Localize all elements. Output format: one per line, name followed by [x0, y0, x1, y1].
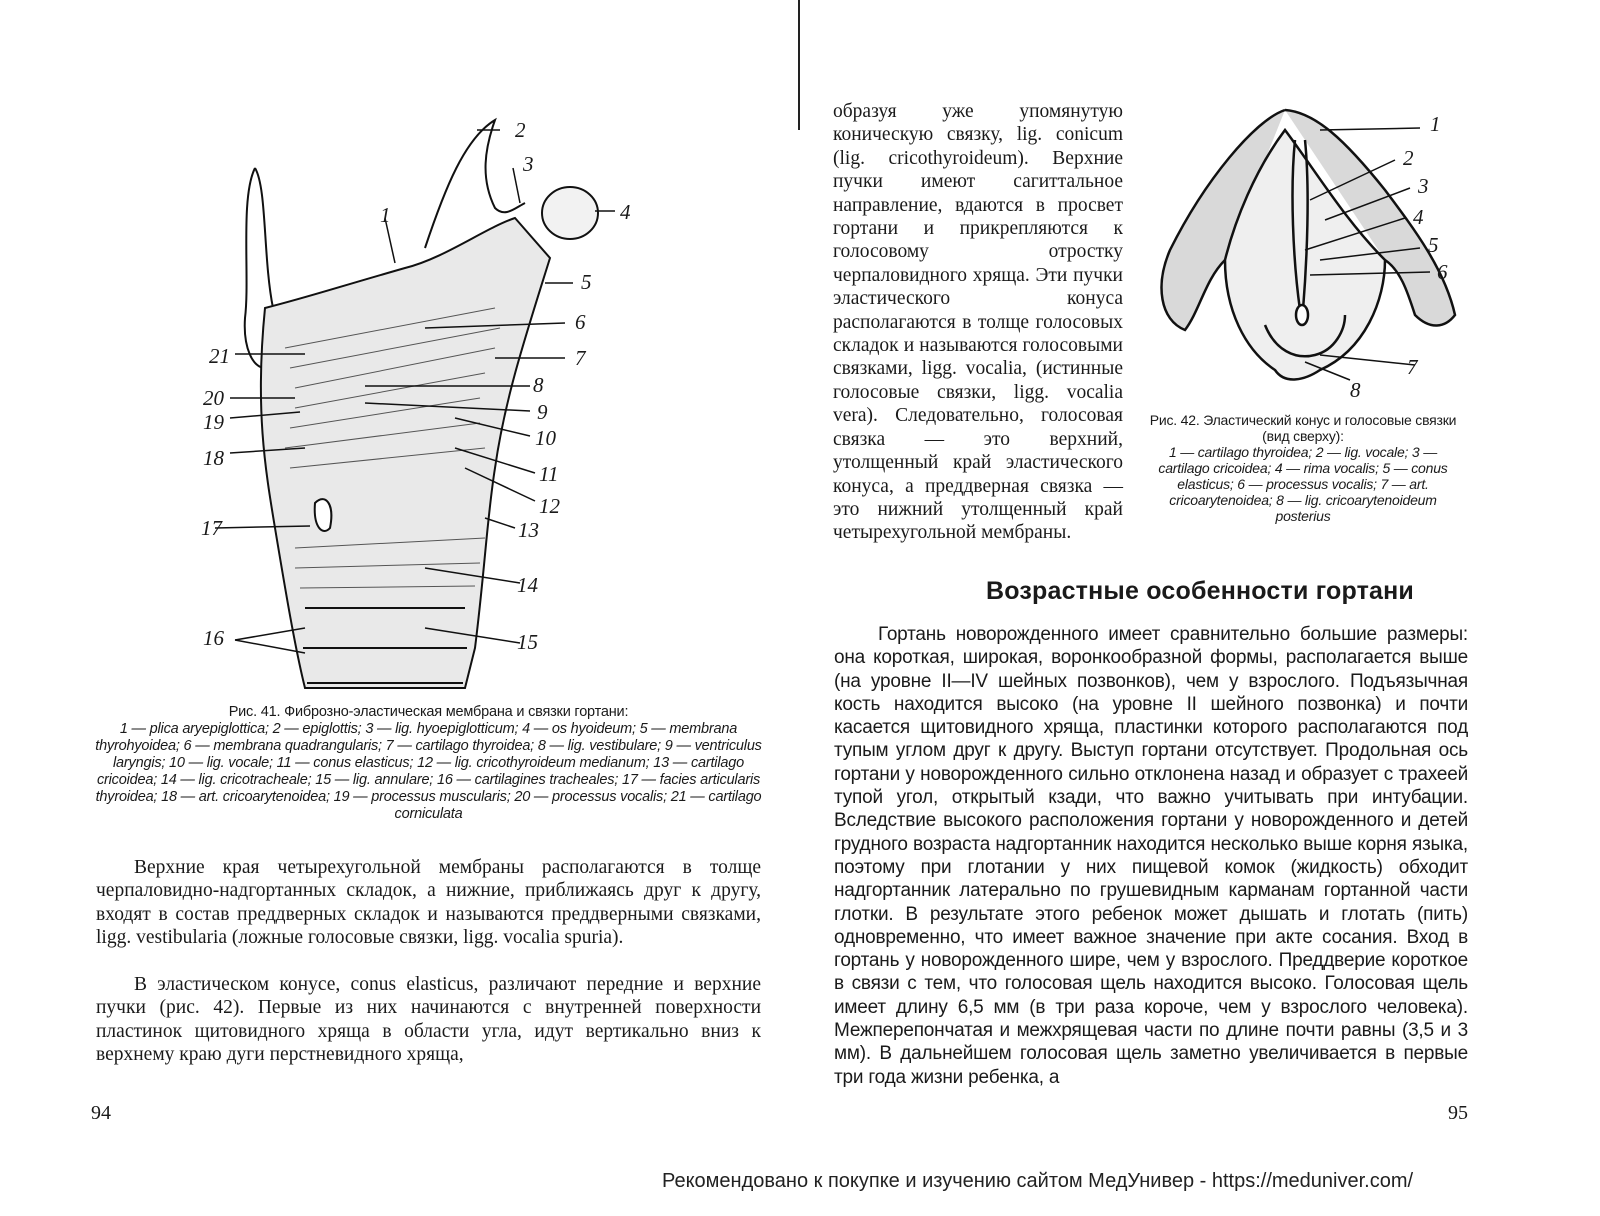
fig41-label-11: 11 — [539, 462, 559, 486]
section-heading: Возрастные особенности гортани — [985, 577, 1415, 605]
fig41-label-19: 19 — [203, 410, 224, 434]
figure-41-caption — [95, 704, 762, 823]
fig42-label-3: 3 — [1418, 174, 1429, 198]
elastic-cone-drawing — [1145, 100, 1475, 420]
figure-41-caption-title: Рис. 41. Фиброзно-эластическая мембрана и связки гортани: — [228, 704, 629, 720]
left-paragraph-2: В эластическом конусе, conus elasticus, различают передние и верхние пучки (рис. 42). Первые из них начинаются с внутренней поверхности пластинок щитовидного хряща в области угла, идут вертикально вниз к верхнему краю дуги перстневидного хряща, — [96, 974, 761, 1066]
fig41-label-16: 16 — [203, 626, 224, 650]
fig41-label-12: 12 — [539, 494, 560, 518]
figure-42-caption — [1148, 412, 1458, 524]
fig42-label-7: 7 — [1407, 355, 1418, 379]
fig41-label-21: 21 — [209, 344, 230, 368]
fig41-label-18: 18 — [203, 446, 224, 470]
fig41-label-6: 6 — [575, 310, 586, 334]
fig41-label-20: 20 — [203, 386, 224, 410]
fig41-label-2: 2 — [515, 118, 526, 142]
figure-41-larynx-illustration — [195, 108, 631, 708]
page-number-left: 94 — [91, 1102, 111, 1124]
figure-42-caption-title: Рис. 42. Эластический конус и голосовые связки (вид сверху): — [1149, 412, 1457, 444]
right-page — [800, 0, 1600, 1216]
fig41-label-5: 5 — [581, 270, 592, 294]
fig41-label-9: 9 — [537, 400, 548, 424]
fig41-label-7: 7 — [575, 346, 586, 370]
fig42-label-8: 8 — [1350, 378, 1361, 402]
fig41-label-8: 8 — [533, 373, 544, 397]
page-number-right: 95 — [1448, 1102, 1468, 1124]
figure-42-elastic-cone-illustration — [1145, 100, 1475, 420]
fig42-label-4: 4 — [1413, 205, 1424, 229]
fig42-label-2: 2 — [1403, 146, 1414, 170]
fig41-label-14: 14 — [517, 573, 538, 597]
fig41-label-17: 17 — [201, 516, 222, 540]
fig41-label-1: 1 — [380, 203, 391, 227]
fig42-label-6: 6 — [1437, 260, 1448, 284]
figure-42-caption-body: 1 — cartilago thyroidea; 2 — lig. vocale; 3 — cartilago cricoidea; 4 — rima vocalis; 5 — conus elasticus; 6 — processus vocalis; 7 — art. cricoarytenoidea; 8 — lig. cricoarytenoideum posterius — [1158, 444, 1448, 524]
fig41-label-10: 10 — [535, 426, 556, 450]
right-column-text: образуя уже упомянутую коническую связку, lig. conicum (lig. cricothyroideum). Верхние пучки имеют сагиттальное направление, вдаются в просвет гортани и прикрепляются к голосовому отростку черпаловидного хряща. Эти пучки эластического конуса располагаются в толще голосовых складок и называются голосовыми связками, ligg. vocalia, (истинные голосовые связки, ligg. vocalia vera). Следовательно, голосовая связка — это верхний, утолщенный край эластического конуса, а преддверная связка — это нижний утолщенный край четырехугольной мембраны. — [833, 101, 1123, 544]
fig42-label-1: 1 — [1430, 112, 1441, 136]
fig41-label-15: 15 — [517, 630, 538, 654]
fig42-label-5: 5 — [1428, 233, 1439, 257]
figure-41-caption-body: 1 — plica aryepiglottica; 2 — epiglottis; 3 — lig. hyoepiglotticum; 4 — os hyoideum; 5 — membrana thyrohyoidea; 6 — membrana quadrangularis; 7 — cartilago thyroidea; 8 — lig. vestibulare; 9 — ventriculus laryngis; 10 — lig. vocale; 11 — conus elasticus; 12 — lig. cricothyroideum medianum; 13 — cartilago cricoidea; 14 — lig. cricotracheale; 15 — lig. annulare; 16 — cartilagines tracheales; 17 — facies articularis thyroidea; 18 — art. cricoarytenoidea; 19 — processus muscularis; 20 — processus vocalis; 21 — cartilago corniculata — [95, 721, 762, 822]
left-paragraph-1: Верхние края четырехугольной мембраны располагаются в толще черпаловидно-надгортанных складок, а нижние, приближаясь друг к другу, входят в состав преддверных складок и называются преддверными связками, ligg. vestibularia (ложные голосовые связки, ligg. vocalia spuria). — [96, 857, 761, 949]
fig41-label-13: 13 — [518, 518, 539, 542]
meduniver-footer-banner: Рекомендовано к покупке и изучению сайтом МедУнивер - https://meduniver.com/ — [662, 1170, 1414, 1192]
fig41-label-3: 3 — [523, 152, 534, 176]
right-main-text: Гортань новорожденного имеет сравнительно большие размеры: она короткая, широкая, воронкообразной формы, располагается выше (на уровне II—IV шейных позвонков), чем у взрослого. Подъязычная кость находится высоко (на уровне II шейного позвонка) и почти касается щитовидного хряща, пластинки которого располагаются под тупым углом друг к другу. Выступ гортани отсутствует. Продольная ось гортани у новорожденного сильно отклонена назад и образует с трахеей тупой угол, открытый кзади, что важно учитывать при интубации. Вследствие высокого расположения гортани у новорожденного и детей грудного возраста надгортанник находится несколько выше корня языка, поэтому при глотании у них пищевой комок (жидкость) обходит надгортанник латерально по грушевидным карманам гортанной части глотки. В результате этого ребенок может дышать и глотать (пить) одновременно, что имеет важное значение при акте сосания. Вход в гортань у новорожденного шире, чем у взрослого. Преддверие короткое в связи с тем, что голосовая щель находится высоко. Голосовая щель имеет длину 6,5 мм (в три раза короче, чем у взрослого человека). Межперепончатая и межхрящевая части по длине почти равны (3,5 и 3 мм). В дальнейшем голосовая щель заметно увеличивается в первые три года жизни ребенка, а — [834, 624, 1468, 1088]
fig41-label-4: 4 — [620, 200, 631, 224]
larynx-drawing — [195, 108, 615, 708]
